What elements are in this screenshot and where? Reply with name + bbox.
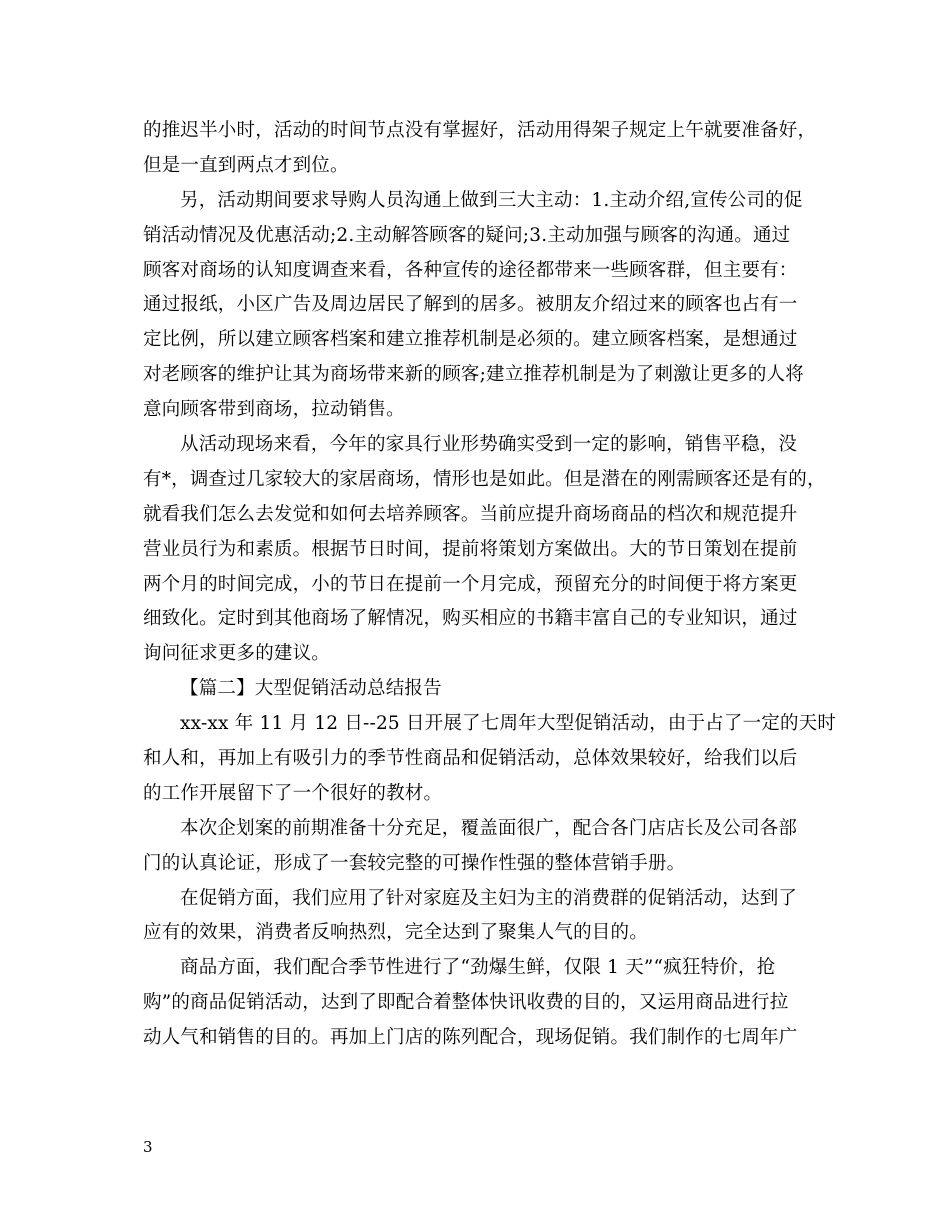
text-line: 两个月的时间完成，小的节日在提前一个月完成，预留充分的时间便于将方案更	[143, 573, 798, 595]
text-line: 但是一直到两点才到位。	[143, 154, 349, 176]
text-line: 应有的效果，消费者反响热烈，完全达到了聚集人气的目的。	[143, 922, 648, 944]
text-line: 【篇二】大型促销活动总结报告	[180, 678, 442, 700]
text-line: 顾客对商场的认知度调查来看，各种宣传的途径都带来一些顾客群，但主要有：	[143, 259, 798, 281]
body-text	[143, 114, 837, 1056]
text-line: 营业员行为和素质。根据节日时间，提前将策划方案做出。大的节日策划在提前	[143, 538, 798, 560]
text-line: 询问征求更多的建议。	[143, 643, 331, 665]
text-line: xx-xx 年 11 月 12 日--25 日开展了七周年大型促销活动，由于占了一定的天时	[180, 713, 837, 735]
text-line: 和人和，再加上有吸引力的季节性商品和促销活动，总体效果较好，给我们以后	[143, 748, 798, 770]
text-line: 就看我们怎么去发觉和如何去培养顾客。当前应提升商场商品的档次和规范提升	[143, 503, 798, 525]
text-line: 细致化。定时到其他商场了解情况，购买相应的书籍丰富自己的专业知识，通过	[143, 608, 798, 630]
text-line: 对老顾客的维护让其为商场带来新的顾客;建立推荐机制是为了刺激让更多的人将	[143, 364, 804, 386]
text-line: 商品方面，我们配合季节性进行了“劲爆生鲜，仅限 1 天”“疯狂特价，抢	[180, 957, 776, 979]
text-line: 购”的商品促销活动，达到了即配合着整体快讯收费的目的，又运用商品进行拉	[143, 992, 789, 1014]
text-line: 通过报纸，小区广告及周边居民了解到的居多。被朋友介绍过来的顾客也占有一	[143, 294, 798, 316]
page-number: 3	[143, 1138, 153, 1156]
text-line: 销活动情况及优惠活动;2.主动解答顾客的疑问;3.主动加强与顾客的沟通。通过	[143, 224, 791, 246]
text-line: 意向顾客带到商场，拉动销售。	[143, 399, 405, 421]
text-line: 本次企划案的前期准备十分充足，覆盖面很广，配合各门店店长及公司各部	[180, 817, 798, 839]
text-line: 动人气和销售的目的。再加上门店的陈列配合，现场促销。我们制作的七周年广	[143, 1027, 798, 1049]
text-line: 另，活动期间要求导购人员沟通上做到三大主动：1.主动介绍,宣传公司的促	[180, 189, 803, 211]
text-line: 从活动现场来看，今年的家具行业形势确实受到一定的影响，销售平稳，没	[180, 434, 798, 456]
text-line: 门的认真论证，形成了一套较完整的可操作性强的整体营销手册。	[143, 852, 686, 874]
text-line: 有*，调查过几家较大的家居商场，情形也是如此。但是潜在的刚需顾客还是有的，	[143, 468, 826, 490]
text-line: 定比例，所以建立顾客档案和建立推荐机制是必须的。建立顾客档案，是想通过	[143, 329, 798, 351]
text-line: 的推迟半小时，活动的时间节点没有掌握好，活动用得架子规定上午就要准备好，	[143, 120, 817, 141]
text-line: 的工作开展留下了一个很好的教材。	[143, 782, 443, 804]
text-line: 在促销方面，我们应用了针对家庭及主妇为主的消费群的促销活动，达到了	[180, 887, 798, 909]
